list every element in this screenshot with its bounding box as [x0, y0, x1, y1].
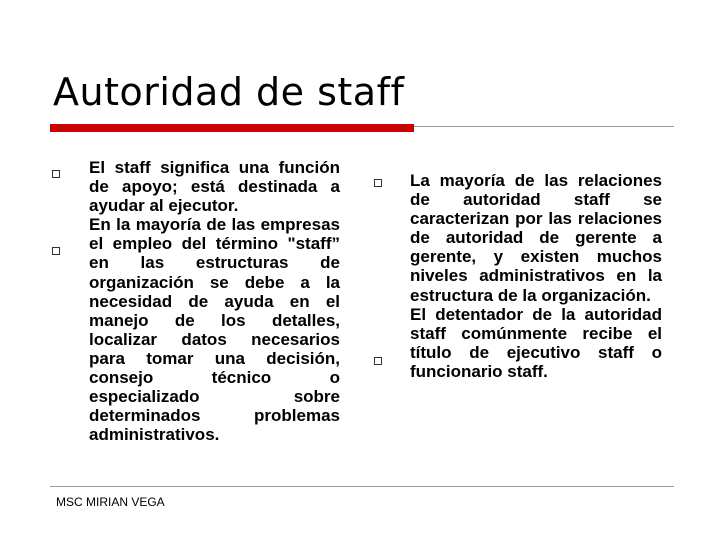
- footer-author: MSC MIRIAN VEGA: [56, 495, 165, 509]
- title-accent-bar: [50, 124, 414, 132]
- right-bullet-text-1: La mayoría de las relaciones de autoridad staff se caracterizan por las relaciones de autoridad de gerente a gerente, y existen muchos niveles administrativos en la estructura de la organización.: [410, 171, 662, 305]
- left-bullet-text-2: En la mayoría de las empresas el empleo del término "staff” en las estructuras de organización se debe a la necesidad de ayuda en el manejo de los detalles, localizar datos necesarios para tomar una decisión, consejo técnico o especializado sobre determinados problemas administrativos.: [89, 215, 340, 445]
- left-column: [89, 158, 340, 444]
- footer-divider-line: [50, 486, 674, 487]
- square-bullet-icon: [52, 170, 60, 178]
- right-column: [410, 171, 662, 381]
- square-bullet-icon: [374, 179, 382, 187]
- right-bullet-text-2: El detentador de la autoridad staff comúnmente recibe el título de ejecutivo staff o funcionario staff.: [410, 304, 662, 381]
- square-bullet-icon: [52, 247, 60, 255]
- square-bullet-icon: [374, 357, 382, 365]
- left-bullet-text-1: El staff significa una función de apoyo; está destinada a ayudar al ejecutor.: [89, 158, 340, 216]
- slide-title: Autoridad de staff: [53, 70, 405, 114]
